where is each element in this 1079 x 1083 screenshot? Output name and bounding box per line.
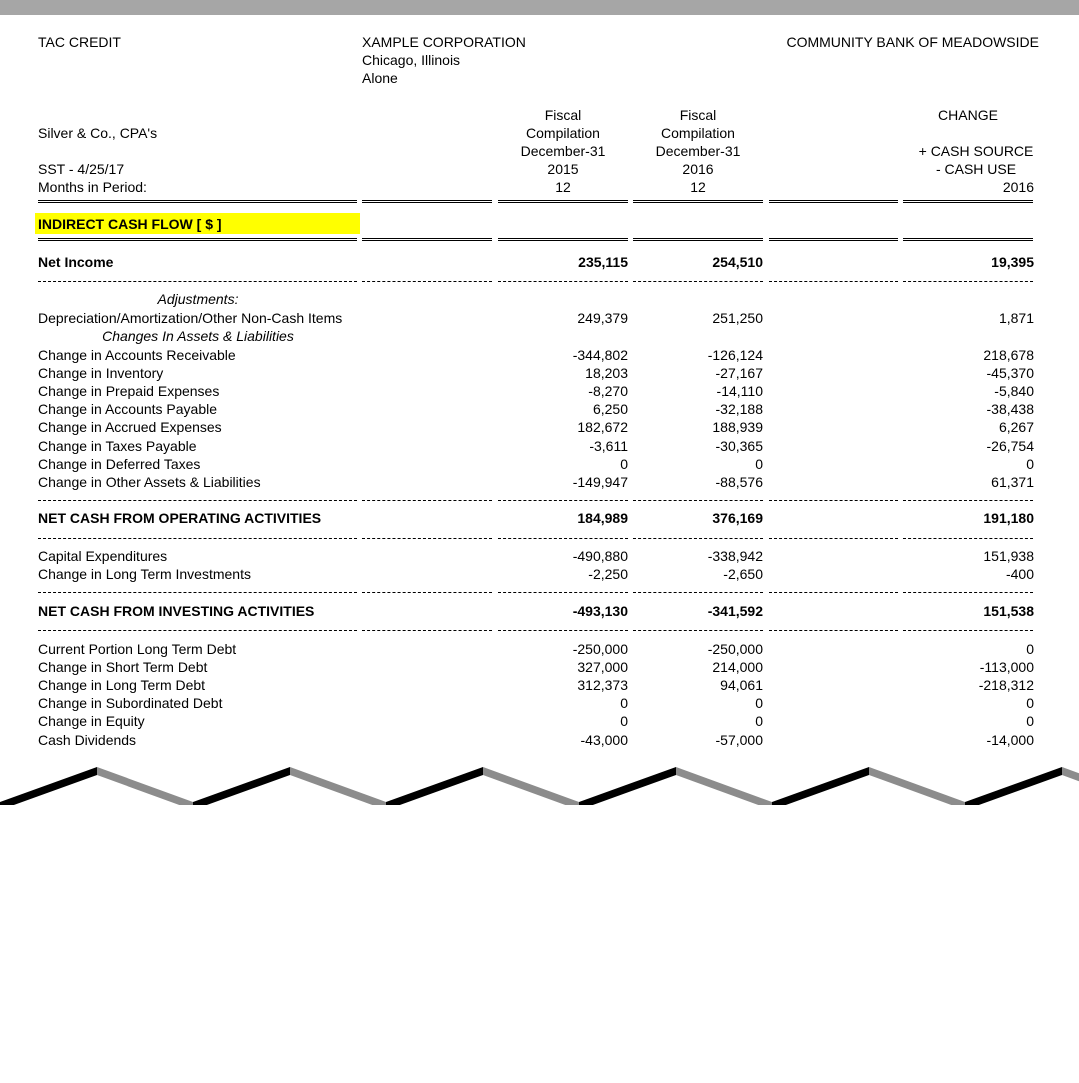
zigzag-stroke bbox=[579, 767, 676, 805]
financing-row-label: Change in Equity bbox=[38, 713, 145, 730]
financing-row-2016: -250,000 bbox=[707, 641, 763, 657]
col2015-line1: Fiscal bbox=[544, 107, 582, 123]
dashed-rule-segment bbox=[38, 538, 357, 539]
double-rule-segment bbox=[633, 200, 763, 206]
operating-row-2016: -30,365 bbox=[715, 437, 763, 454]
financing-row-2015: -43,000 bbox=[580, 731, 628, 748]
financing-row-2016: 94,061 bbox=[720, 677, 763, 694]
net-income-label: Net Income bbox=[38, 254, 114, 270]
double-rule-segment bbox=[769, 238, 898, 244]
col2016-year: 2016 bbox=[682, 161, 714, 177]
depreciation-2015: 249,379 bbox=[577, 310, 628, 326]
col2016-months: 12 bbox=[690, 179, 706, 195]
dashed-rule-segment bbox=[769, 500, 898, 501]
section-title: INDIRECT CASH FLOW [ $ ] bbox=[38, 216, 222, 232]
double-rule-segment bbox=[498, 238, 628, 244]
dashed-rule-segment bbox=[903, 538, 1033, 539]
operating-row-2015: 18,203 bbox=[585, 365, 628, 382]
net-operating-2015: 184,989 bbox=[577, 510, 628, 526]
dashed-rule-segment bbox=[633, 630, 763, 631]
investing-row-label: Change in Long Term Investments bbox=[38, 566, 251, 583]
operating-row-2016: -88,576 bbox=[715, 473, 763, 490]
col2016-line1: Fiscal bbox=[679, 107, 717, 123]
change-year: 2016 bbox=[1002, 179, 1034, 195]
cash-source-label: + CASH SOURCE bbox=[918, 143, 1034, 159]
dashed-rule-segment bbox=[633, 592, 763, 593]
double-rule-segment bbox=[362, 238, 492, 244]
dashed-rule-segment bbox=[633, 500, 763, 501]
operating-row-2015: 0 bbox=[620, 455, 628, 472]
operating-row-label: Change in Taxes Payable bbox=[38, 437, 197, 454]
zigzag-stroke bbox=[386, 767, 483, 805]
double-rule-segment bbox=[633, 238, 763, 244]
dashed-rule-segment bbox=[362, 592, 492, 593]
dashed-rule-segment bbox=[498, 538, 628, 539]
operating-row-change: 218,678 bbox=[983, 347, 1034, 363]
company-note: Alone bbox=[362, 70, 398, 86]
depreciation-2016: 251,250 bbox=[712, 310, 763, 326]
financing-row-2016: 214,000 bbox=[712, 659, 763, 676]
financing-row-label: Change in Long Term Debt bbox=[38, 677, 206, 694]
dashed-rule-segment bbox=[633, 538, 763, 539]
operating-row-label: Change in Other Assets & Liabilities bbox=[38, 473, 261, 490]
dashed-rule-segment bbox=[903, 281, 1033, 282]
zigzag-stroke bbox=[772, 767, 869, 805]
col2016-line2: Compilation bbox=[661, 125, 735, 141]
operating-row-2015: -8,270 bbox=[588, 383, 628, 400]
col2015-line3: December-31 bbox=[520, 143, 606, 159]
financing-row-2016: 0 bbox=[755, 695, 763, 712]
operating-row-2016: -126,124 bbox=[707, 347, 763, 363]
dashed-rule-segment bbox=[769, 538, 898, 539]
sst-label: SST - 4/25/17 bbox=[38, 161, 125, 177]
financing-row-change: 0 bbox=[1026, 695, 1034, 712]
investing-row-2015: -490,880 bbox=[572, 548, 628, 564]
double-rule-segment bbox=[903, 238, 1033, 244]
investing-row-change: 151,938 bbox=[983, 548, 1034, 564]
financing-row-change: -113,000 bbox=[979, 659, 1034, 676]
operating-row-change: -26,754 bbox=[986, 437, 1034, 454]
operating-row-label: Change in Accounts Payable bbox=[38, 401, 218, 418]
dashed-rule-segment bbox=[769, 630, 898, 631]
dashed-rule-segment bbox=[38, 592, 357, 593]
operating-row-label: Change in Inventory bbox=[38, 365, 164, 382]
net-income-change: 19,395 bbox=[991, 254, 1034, 270]
zigzag-stroke bbox=[676, 767, 772, 805]
dashed-rule-segment bbox=[362, 500, 492, 501]
investing-row-2015: -2,250 bbox=[588, 566, 628, 583]
operating-row-label: Change in Prepaid Expenses bbox=[38, 383, 220, 400]
zigzag-stroke bbox=[290, 767, 386, 805]
net-investing-2015: -493,130 bbox=[572, 603, 628, 619]
top-bar bbox=[0, 0, 1079, 15]
operating-row-change: 61,371 bbox=[991, 473, 1034, 490]
investing-row-2016: -338,942 bbox=[707, 548, 763, 564]
operating-row-2016: -32,188 bbox=[715, 401, 763, 418]
financing-row-2016: -57,000 bbox=[715, 731, 763, 748]
financing-row-change: 0 bbox=[1026, 641, 1034, 657]
financing-row-2016: 0 bbox=[755, 713, 763, 730]
financing-row-change: -218,312 bbox=[978, 677, 1034, 694]
net-operating-2016: 376,169 bbox=[712, 510, 763, 526]
net-investing-change: 151,538 bbox=[983, 603, 1034, 619]
dashed-rule-segment bbox=[498, 592, 628, 593]
financing-row-label: Cash Dividends bbox=[38, 731, 137, 748]
bank-name: COMMUNITY BANK OF MEADOWSIDE bbox=[786, 34, 1039, 50]
net-income-2016: 254,510 bbox=[712, 254, 763, 270]
dashed-rule-segment bbox=[498, 630, 628, 631]
financing-row-label: Change in Short Term Debt bbox=[38, 659, 208, 676]
dashed-rule-segment bbox=[38, 500, 357, 501]
operating-row-change: 6,267 bbox=[998, 419, 1034, 436]
double-rule-segment bbox=[498, 200, 628, 206]
dashed-rule-segment bbox=[903, 500, 1033, 501]
zigzag-stroke bbox=[483, 767, 579, 805]
dashed-rule-segment bbox=[769, 281, 898, 282]
double-rule-segment bbox=[769, 200, 898, 206]
zigzag-stroke bbox=[965, 767, 1062, 805]
operating-row-change: -5,840 bbox=[994, 383, 1034, 400]
change-heading: CHANGE bbox=[938, 107, 998, 123]
double-rule-segment bbox=[903, 200, 1033, 206]
dashed-rule-segment bbox=[769, 592, 898, 593]
dashed-rule-segment bbox=[362, 538, 492, 539]
preparer: Silver & Co., CPA's bbox=[38, 125, 158, 141]
investing-row-label: Capital Expenditures bbox=[38, 548, 168, 564]
dashed-rule-segment bbox=[362, 281, 492, 282]
operating-row-2016: -27,167 bbox=[715, 365, 763, 382]
col2015-year: 2015 bbox=[547, 161, 579, 177]
operating-row-change: -45,370 bbox=[986, 365, 1034, 382]
company-city: Chicago, Illinois bbox=[362, 52, 461, 68]
net-income-2015: 235,115 bbox=[578, 254, 628, 270]
net-operating-change: 191,180 bbox=[983, 510, 1034, 526]
dashed-rule-segment bbox=[362, 630, 492, 631]
report-source-label: TAC CREDIT bbox=[38, 34, 121, 50]
operating-row-2015: 6,250 bbox=[592, 401, 628, 418]
changes-label: Changes In Assets & Liabilities bbox=[102, 328, 294, 344]
operating-row-change: -38,438 bbox=[986, 401, 1034, 418]
operating-row-2015: -149,947 bbox=[572, 473, 628, 490]
dashed-rule-segment bbox=[633, 281, 763, 282]
double-rule-segment bbox=[38, 200, 357, 206]
operating-row-2015: -344,802 bbox=[572, 347, 628, 363]
double-rule-segment bbox=[38, 238, 357, 244]
operating-row-2016: 188,939 bbox=[712, 419, 763, 436]
net-investing-label: NET CASH FROM INVESTING ACTIVITIES bbox=[38, 603, 315, 619]
cash-use-label: - CASH USE bbox=[935, 161, 1017, 177]
adjustments-label: Adjustments: bbox=[157, 291, 239, 307]
months-label: Months in Period: bbox=[38, 179, 147, 195]
financing-row-label: Change in Subordinated Debt bbox=[38, 695, 223, 712]
zigzag-stroke bbox=[97, 767, 193, 805]
zigzag-stroke bbox=[0, 767, 97, 805]
col2015-months: 12 bbox=[555, 179, 571, 195]
financing-row-change: 0 bbox=[1026, 713, 1034, 730]
zigzag-stroke bbox=[193, 767, 290, 805]
torn-edge-zigzag bbox=[0, 755, 1079, 805]
financing-row-2015: 327,000 bbox=[577, 659, 628, 676]
col2015-line2: Compilation bbox=[526, 125, 600, 141]
zigzag-stroke bbox=[1062, 767, 1079, 805]
operating-row-label: Change in Deferred Taxes bbox=[38, 455, 201, 472]
financing-row-2015: 312,373 bbox=[577, 677, 628, 694]
depreciation-change: 1,871 bbox=[998, 310, 1034, 326]
operating-row-change: 0 bbox=[1026, 455, 1034, 472]
financing-row-2015: 0 bbox=[620, 695, 628, 712]
financing-row-2015: -250,000 bbox=[572, 641, 628, 657]
investing-row-2016: -2,650 bbox=[723, 566, 763, 583]
dashed-rule-segment bbox=[38, 281, 357, 282]
col2016-line3: December-31 bbox=[655, 143, 741, 159]
operating-row-label: Change in Accrued Expenses bbox=[38, 419, 222, 436]
company-name: XAMPLE CORPORATION bbox=[362, 34, 526, 50]
double-rule-segment bbox=[362, 200, 492, 206]
depreciation-label: Depreciation/Amortization/Other Non-Cash Items bbox=[38, 310, 343, 326]
investing-row-change: -400 bbox=[1005, 566, 1034, 583]
operating-row-2015: -3,611 bbox=[589, 437, 628, 454]
dashed-rule-segment bbox=[903, 630, 1033, 631]
net-investing-2016: -341,592 bbox=[707, 603, 763, 619]
dashed-rule-segment bbox=[38, 630, 357, 631]
dashed-rule-segment bbox=[498, 500, 628, 501]
net-operating-label: NET CASH FROM OPERATING ACTIVITIES bbox=[38, 510, 322, 526]
operating-row-label: Change in Accounts Receivable bbox=[38, 347, 236, 363]
dashed-rule-segment bbox=[498, 281, 628, 282]
financing-row-label: Current Portion Long Term Debt bbox=[38, 641, 237, 657]
financing-row-2015: 0 bbox=[620, 713, 628, 730]
zigzag-stroke bbox=[869, 767, 965, 805]
operating-row-2016: -14,110 bbox=[716, 383, 763, 400]
operating-row-2015: 182,672 bbox=[577, 419, 628, 436]
dashed-rule-segment bbox=[903, 592, 1033, 593]
financing-row-change: -14,000 bbox=[986, 731, 1034, 748]
operating-row-2016: 0 bbox=[755, 455, 763, 472]
